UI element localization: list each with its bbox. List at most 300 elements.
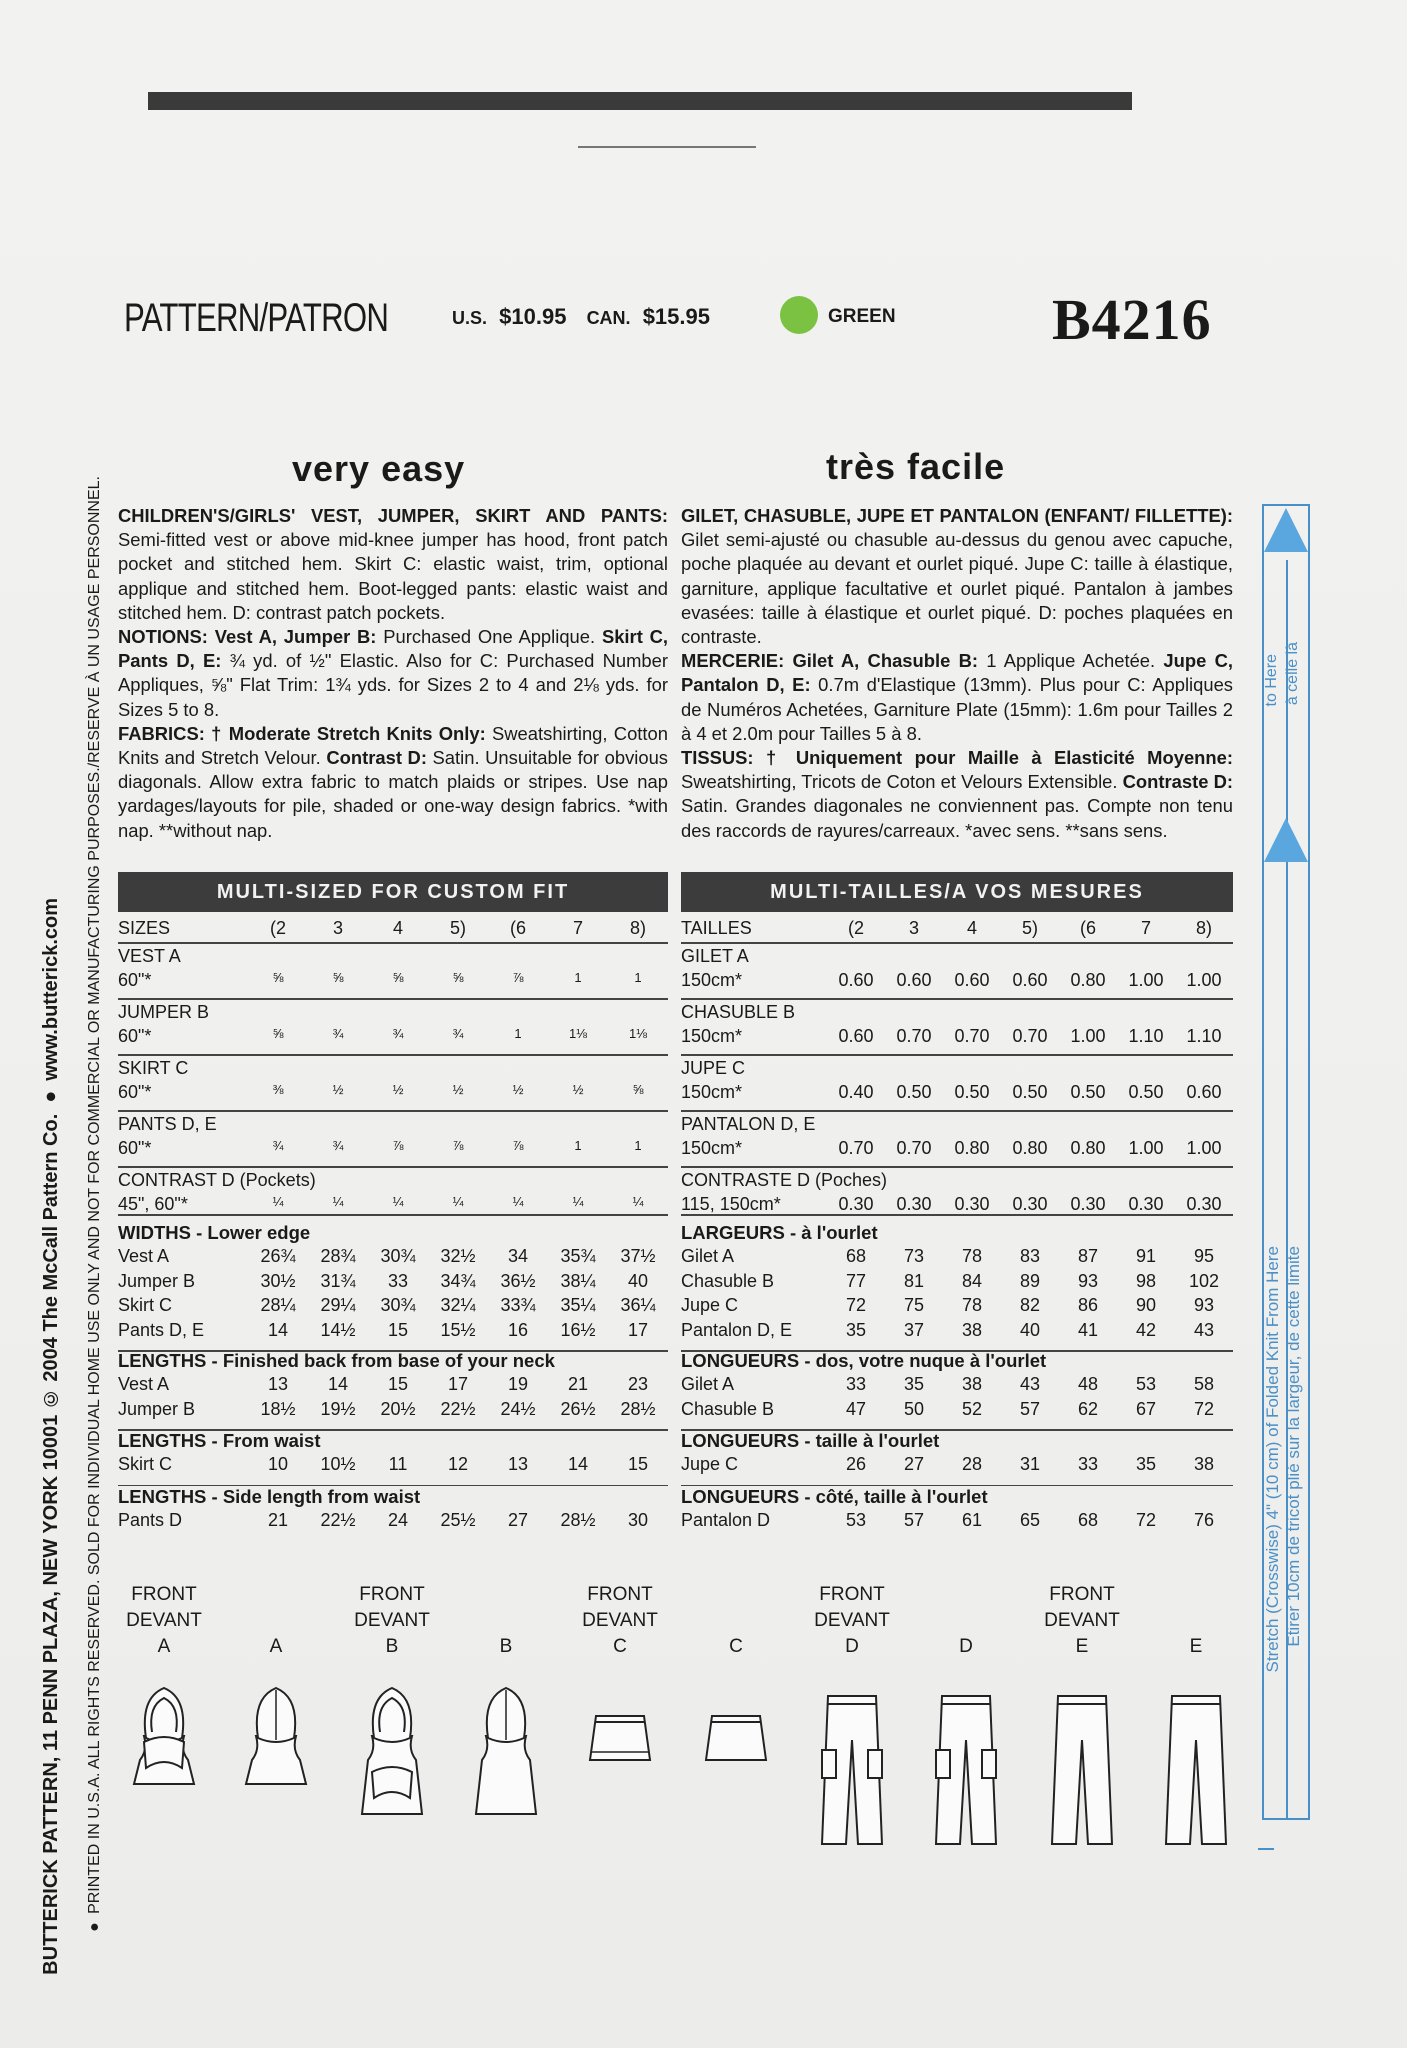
- notions-fr-2-title: Jupe C, Pantalon D, E:: [681, 650, 1233, 696]
- color-dot: [780, 296, 818, 334]
- row-value: 8): [629, 918, 646, 938]
- row-value: 10: [267, 1454, 289, 1474]
- row-label: Pantalon D, E: [681, 1319, 793, 1340]
- row-value: 16½: [560, 1319, 596, 1340]
- row-value: 0.50: [1128, 1082, 1164, 1102]
- row-value: (2: [847, 918, 864, 938]
- section-title: LONGUEURS - taille à l'ourlet: [681, 1430, 940, 1451]
- row-value: 48: [1077, 1374, 1099, 1394]
- fabrics-fr-2: Satin. Grandes diagonales ne conviennent pas. Compte non tenu des raccords de rayures/carreaux. *avec sens. **sans sens.: [681, 795, 1233, 841]
- ruler-tick: [1258, 1848, 1274, 1850]
- row-value: 1.00: [1186, 1138, 1222, 1158]
- row-value: 72: [845, 1295, 867, 1315]
- row-label: TAILLES: [681, 918, 752, 938]
- table-row: [681, 1510, 1233, 1531]
- section-title: LENGTHS - Side length from waist: [118, 1486, 421, 1507]
- front-text: FRONT: [819, 1584, 885, 1605]
- row-divider: [118, 1110, 668, 1112]
- row-value: 38: [961, 1374, 983, 1394]
- illustration-letter: B: [499, 1636, 513, 1657]
- row-value: 28½: [560, 1510, 596, 1530]
- row-value: 81: [903, 1270, 925, 1291]
- row-value: 83: [1019, 1246, 1041, 1266]
- row-value: 33¾: [500, 1295, 536, 1315]
- row-divider: [118, 998, 668, 1000]
- table-row: [681, 1246, 1233, 1267]
- rights-line: ● PRINTED IN U.S.A. ALL RIGHTS RESERVED. SOLD FOR INDIVIDUAL HOME USE ONLY AND NOT FOR COMMERCIAL OR MANUFACTURING PURPOSES./RESERVE À UN USAGE PERSONNEL.: [86, 476, 103, 1936]
- pants-front-illustration: [1032, 1690, 1132, 1855]
- row-value: 1.00: [1128, 970, 1164, 990]
- row-label: 60"*: [118, 970, 152, 990]
- front-text: FRONT: [131, 1584, 197, 1605]
- table-heading-fr: MULTI-TAILLES/A VOS MESURES: [681, 872, 1233, 912]
- row-value: 72: [1135, 1510, 1157, 1530]
- row-value: 24½: [500, 1398, 536, 1419]
- row-value: ⅞: [452, 1138, 464, 1153]
- row-divider: [681, 1110, 1233, 1112]
- notions-fr-2: 0.7m d'Elastique (13mm). Plus pour C: Appliques de Numéros Achetées, Garniture Plate (15mm): 1.6m pour Tailles 2 à 4 et 2.0m pour Tailles 5 à 8.: [681, 674, 1233, 744]
- row-value: 5): [1021, 918, 1038, 938]
- table-row: [118, 1026, 668, 1047]
- row-value: 87: [1077, 1246, 1099, 1266]
- row-value: ⅝: [272, 970, 284, 985]
- table-row: [681, 1374, 1233, 1395]
- row-value: 57: [1019, 1398, 1041, 1419]
- table-row: [681, 1194, 1233, 1215]
- row-value: 38¼: [560, 1270, 596, 1291]
- row-label: 150cm*: [681, 1138, 743, 1158]
- row-value: 14: [327, 1374, 349, 1394]
- row-value: 43: [1193, 1319, 1215, 1340]
- row-value: (2: [269, 918, 286, 938]
- desc-en-title: CHILDREN'S/GIRLS' VEST, JUMPER, SKIRT AND PANTS:: [118, 505, 668, 526]
- row-label: 115, 150cm*: [681, 1194, 781, 1214]
- row-value: 0.50: [1012, 1082, 1048, 1102]
- row-label: 150cm*: [681, 970, 743, 990]
- row-value: 93: [1193, 1295, 1215, 1315]
- price-can-label: CAN.: [586, 308, 631, 328]
- row-value: 0.60: [896, 970, 932, 990]
- row-value: 34¾: [440, 1270, 476, 1291]
- table-row: [118, 1454, 668, 1475]
- illustration-letter: B: [385, 1636, 399, 1657]
- table-row: [681, 1026, 1233, 1047]
- row-label: 60"*: [118, 1082, 152, 1102]
- illustration-letter: C: [729, 1636, 743, 1657]
- row-value: ½: [512, 1082, 524, 1097]
- table-row: [118, 1082, 668, 1103]
- row-value: 30½: [260, 1270, 296, 1291]
- row-value: ½: [452, 1082, 464, 1097]
- row-value: 26¾: [260, 1246, 296, 1266]
- row-value: 0.60: [1186, 1082, 1222, 1102]
- row-divider: [681, 998, 1233, 1000]
- row-value: 15½: [440, 1319, 476, 1340]
- row-value: 7: [1140, 918, 1151, 938]
- row-value: 26: [845, 1454, 867, 1474]
- row-value: ⅝: [392, 970, 404, 985]
- row-divider: [118, 1166, 668, 1168]
- row-value: 23: [627, 1374, 649, 1394]
- row-value: 0.50: [896, 1082, 932, 1102]
- row-value: 82: [1019, 1295, 1041, 1315]
- row-value: 31: [1019, 1454, 1041, 1474]
- row-value: 28: [961, 1454, 983, 1474]
- pants-back-illustration: [1146, 1690, 1246, 1855]
- row-value: 68: [1077, 1510, 1099, 1530]
- fabric-name: GILET A: [681, 946, 749, 966]
- row-value: 0.80: [1070, 970, 1106, 990]
- row-value: 30: [627, 1510, 649, 1530]
- row-value: 3: [332, 918, 343, 938]
- row-label: Vest A: [118, 1374, 170, 1394]
- row-value: 8): [1195, 918, 1212, 938]
- row-label: Chasuble B: [681, 1398, 775, 1419]
- row-label: Chasuble B: [681, 1270, 775, 1291]
- row-label: Pantalon D: [681, 1510, 771, 1530]
- row-value: ⅝: [452, 970, 464, 985]
- pants-pocket-back-illustration: [916, 1690, 1016, 1855]
- row-value: 22½: [440, 1398, 476, 1419]
- table-row: [118, 1138, 668, 1159]
- row-value: 4: [966, 918, 977, 938]
- devant-text: DEVANT: [814, 1610, 890, 1631]
- row-divider: [118, 1214, 668, 1216]
- row-label: 60"*: [118, 1138, 152, 1158]
- row-value: 11: [388, 1454, 408, 1474]
- row-value: 17: [627, 1319, 649, 1340]
- row-value: ½: [332, 1082, 344, 1097]
- desc-en-body: Semi-fitted vest or above mid-knee jumper has hood, front patch pocket and stitched hem. Skirt C: elastic waist, trim, optional applique and stitched hem. Boot-legged pants: elastic waist and stitched hem. D: contrast patch pockets.: [118, 529, 668, 623]
- section-title: LONGUEURS - côté, taille à l'ourlet: [681, 1486, 988, 1507]
- row-divider: [681, 1054, 1233, 1056]
- row-value: 0.60: [954, 970, 990, 990]
- row-value: 34: [507, 1246, 529, 1266]
- row-value: 1: [574, 970, 582, 985]
- row-value: ⅞: [392, 1138, 404, 1153]
- row-value: 0.50: [1070, 1082, 1106, 1102]
- row-value: 40: [627, 1270, 649, 1291]
- row-label: Jupe C: [681, 1454, 739, 1474]
- table-row: [118, 1374, 668, 1395]
- row-value: ⅜: [272, 1082, 284, 1097]
- row-value: 22½: [320, 1510, 356, 1530]
- price-us: $10.95: [499, 304, 567, 329]
- row-value: 57: [903, 1510, 925, 1530]
- row-value: 0.70: [954, 1026, 990, 1046]
- table-row: [681, 1138, 1233, 1159]
- fabrics-fr-1: Sweatshirting, Tricots de Coton et Velours Extensible.: [681, 771, 1118, 793]
- row-label: Pants D, E: [118, 1319, 205, 1340]
- row-value: 1.10: [1186, 1026, 1222, 1046]
- row-value: ¼: [632, 1194, 644, 1209]
- row-value: ¼: [452, 1194, 464, 1209]
- fabric-name: VEST A: [118, 946, 181, 966]
- row-value: 0.80: [954, 1138, 990, 1158]
- fabric-name: PANTS D, E: [118, 1114, 217, 1134]
- row-divider: [681, 1166, 1233, 1168]
- row-value: ¾: [332, 1138, 344, 1153]
- row-value: 35¾: [560, 1246, 596, 1266]
- front-text: FRONT: [359, 1584, 425, 1605]
- row-value: 89: [1019, 1270, 1041, 1291]
- row-value: 0.40: [838, 1082, 874, 1102]
- row-value: 52: [961, 1398, 983, 1419]
- row-value: 0.30: [1186, 1194, 1222, 1214]
- row-value: 0.30: [838, 1194, 874, 1214]
- front-text: FRONT: [587, 1584, 653, 1605]
- difficulty-title-en: very easy: [292, 448, 466, 489]
- notions-en-1: Purchased One Applique.: [376, 626, 596, 648]
- row-value: ¾: [272, 1138, 284, 1153]
- strip-edge: [148, 110, 1132, 116]
- row-value: 53: [845, 1510, 867, 1530]
- fabric-name: SKIRT C: [118, 1058, 189, 1078]
- row-value: 0.70: [896, 1026, 932, 1046]
- row-value: 15: [387, 1374, 409, 1394]
- illustration-letter: D: [959, 1636, 973, 1657]
- vest-back-illustration: [226, 1674, 326, 1793]
- row-label: Jumper B: [118, 1398, 196, 1419]
- row-value: 30¾: [380, 1295, 416, 1315]
- row-label: 60"*: [118, 1026, 152, 1046]
- arrow-up-icon: [1264, 508, 1308, 552]
- illustration-front-label: [342, 1582, 442, 1634]
- row-value: 0.70: [1012, 1026, 1048, 1046]
- row-value: 35¼: [560, 1295, 596, 1315]
- row-value: 28¾: [320, 1246, 356, 1266]
- table-row: [118, 970, 668, 991]
- pants-pocket-front-illustration: [802, 1690, 902, 1855]
- illustration-front-label: [114, 1582, 214, 1634]
- fabrics-en-2: Satin. Unsuitable for obvious diagonals. Allow extra fabric to match plaids or stripes. Use nap yardages/layouts for pile, shaded or one-way design fabrics. *with nap. **without nap.: [118, 747, 668, 841]
- row-value: 19½: [320, 1398, 356, 1419]
- illustration-letter: E: [1075, 1636, 1089, 1657]
- row-divider: [118, 1054, 668, 1056]
- row-label: Skirt C: [118, 1454, 172, 1474]
- table-row: [681, 1320, 1233, 1341]
- row-value: 33: [1077, 1454, 1099, 1474]
- fabrics-en-1: Sweatshirting, Cotton Knits and Stretch Velour.: [118, 722, 668, 769]
- row-value: 98: [1135, 1270, 1157, 1291]
- row-value: 1: [514, 1026, 522, 1041]
- row-value: 36¼: [620, 1295, 656, 1315]
- row-value: 0.30: [1070, 1194, 1106, 1214]
- row-value: 62: [1077, 1398, 1099, 1419]
- row-value: ⅞: [512, 1138, 524, 1153]
- row-value: 1.10: [1128, 1026, 1164, 1046]
- row-label: Gilet A: [681, 1246, 735, 1266]
- row-value: 1⅛: [568, 1026, 588, 1041]
- table-row: [118, 1320, 668, 1341]
- front-text: FRONT: [1049, 1584, 1115, 1605]
- row-value: 35: [1135, 1454, 1157, 1474]
- row-value: ¾: [392, 1026, 404, 1041]
- ruler-here-en: to Here: [1263, 654, 1280, 707]
- row-value: 0.30: [954, 1194, 990, 1214]
- skirt-back-illustration: [686, 1708, 786, 1773]
- row-value: 21: [567, 1374, 589, 1394]
- row-label: 150cm*: [681, 1082, 743, 1102]
- row-value: 10½: [320, 1454, 356, 1474]
- section-title: WIDTHS - Lower edge: [118, 1222, 311, 1243]
- center-mark: [578, 146, 756, 148]
- row-value: ⅞: [512, 970, 524, 985]
- section-title: LENGTHS - From waist: [118, 1430, 321, 1451]
- devant-text: DEVANT: [354, 1610, 430, 1631]
- row-value: ½: [392, 1082, 404, 1097]
- row-value: 53: [1135, 1374, 1157, 1394]
- table-row: [118, 1295, 668, 1316]
- devant-text: DEVANT: [126, 1610, 202, 1631]
- row-value: ¼: [272, 1194, 284, 1209]
- price-us-label: U.S.: [452, 308, 488, 328]
- ruler-stretch-en: Stretch (Crosswise) 4" (10 cm) of Folded Knit From Here: [1263, 1246, 1282, 1673]
- row-value: 15: [627, 1454, 649, 1474]
- section-title: LARGEURS - à l'ourlet: [681, 1222, 878, 1243]
- row-value: 37½: [620, 1246, 656, 1266]
- jumper-front-illustration: [342, 1674, 442, 1823]
- row-label: Jumper B: [118, 1270, 196, 1291]
- row-value: 58: [1193, 1374, 1215, 1394]
- pattern-label: PATTERN/PATRON: [124, 296, 389, 340]
- row-value: 20½: [380, 1398, 416, 1419]
- row-value: ⅝: [632, 1082, 644, 1097]
- row-value: 1⅛: [628, 1026, 648, 1041]
- row-value: 35: [845, 1319, 867, 1340]
- row-value: ¼: [512, 1194, 524, 1209]
- row-value: 7: [572, 918, 583, 938]
- row-value: 15: [387, 1319, 409, 1340]
- row-value: 27: [507, 1510, 529, 1530]
- price: [452, 304, 710, 330]
- row-value: 19: [507, 1374, 529, 1394]
- row-value: 73: [903, 1246, 925, 1266]
- notions-en-title: NOTIONS: Vest A, Jumper B:: [118, 626, 377, 648]
- row-value: 14½: [320, 1319, 356, 1340]
- fabric-name: CONTRAST D (Pockets): [118, 1170, 316, 1190]
- jumper-back-illustration: [456, 1674, 556, 1823]
- table-row: [681, 970, 1233, 991]
- illustration-letter: A: [269, 1636, 283, 1657]
- row-value: (6: [509, 918, 526, 938]
- row-divider: [681, 942, 1233, 944]
- row-value: 29¼: [320, 1295, 356, 1315]
- skirt-front-illustration: [570, 1708, 670, 1773]
- fabric-name: JUPE C: [681, 1058, 746, 1078]
- row-value: 28½: [620, 1398, 656, 1419]
- difficulty-title-fr: très facile: [826, 446, 1006, 487]
- arrow-up-icon: [1264, 818, 1308, 862]
- row-value: 13: [507, 1454, 529, 1474]
- row-value: 41: [1077, 1319, 1099, 1340]
- row-value: 77: [845, 1270, 867, 1291]
- row-value: 26½: [560, 1398, 596, 1419]
- row-value: 0.30: [1012, 1194, 1048, 1214]
- row-value: 86: [1077, 1295, 1099, 1315]
- row-value: ⅝: [272, 1026, 284, 1041]
- row-label: Jupe C: [681, 1295, 739, 1315]
- row-value: 47: [845, 1398, 867, 1419]
- section-title: LONGUEURS - dos, votre nuque à l'ourlet: [681, 1350, 1047, 1371]
- row-value: ¼: [332, 1194, 344, 1209]
- devant-text: DEVANT: [582, 1610, 658, 1631]
- table-row: [118, 1271, 668, 1292]
- row-value: 0.70: [838, 1138, 874, 1158]
- price-can: $15.95: [642, 304, 710, 329]
- row-value: (6: [1079, 918, 1096, 938]
- description-fr: [681, 504, 1233, 843]
- row-value: ¼: [392, 1194, 404, 1209]
- row-value: 67: [1135, 1398, 1157, 1419]
- row-value: 16: [507, 1319, 529, 1340]
- fabric-name: PANTALON D, E: [681, 1114, 816, 1134]
- size-strip: [148, 92, 1132, 114]
- row-value: 38: [961, 1319, 983, 1340]
- row-value: 95: [1193, 1246, 1215, 1266]
- row-value: ¾: [452, 1026, 464, 1041]
- row-value: 28¼: [260, 1295, 296, 1315]
- row-value: ½: [572, 1082, 584, 1097]
- row-value: 33: [845, 1374, 867, 1394]
- row-value: 78: [961, 1295, 983, 1315]
- row-value: 91: [1135, 1246, 1157, 1266]
- table-row: [118, 918, 668, 939]
- table-row: [118, 1246, 668, 1267]
- row-value: 84: [961, 1270, 983, 1291]
- vest-front-illustration: [114, 1674, 214, 1793]
- row-value: 21: [267, 1510, 289, 1530]
- row-value: 75: [903, 1295, 925, 1315]
- row-label: Vest A: [118, 1246, 170, 1266]
- row-value: 43: [1019, 1374, 1041, 1394]
- row-value: 0.80: [1012, 1138, 1048, 1158]
- row-label: Gilet A: [681, 1374, 735, 1394]
- row-value: 1.00: [1128, 1138, 1164, 1158]
- row-value: 102: [1188, 1270, 1220, 1291]
- row-value: 1.00: [1186, 970, 1222, 990]
- fabric-name: CHASUBLE B: [681, 1002, 796, 1022]
- row-value: 78: [961, 1246, 983, 1266]
- row-value: ¾: [332, 1026, 344, 1041]
- row-value: 38: [1193, 1454, 1215, 1474]
- fabrics-fr-2-title: Contraste D:: [1122, 771, 1233, 793]
- table-row: [118, 1194, 668, 1215]
- illustration-front-label: [802, 1582, 902, 1634]
- table-row: [681, 1295, 1233, 1316]
- row-label: 45", 60"*: [118, 1194, 188, 1214]
- fabrics-fr-title: TISSUS: † Uniquement pour Maille à Elasticité Moyenne:: [681, 747, 1233, 769]
- pattern-number: B4216: [1052, 287, 1212, 352]
- table-row: [681, 918, 1233, 939]
- row-value: 14: [567, 1454, 589, 1474]
- row-value: 0.30: [896, 1194, 932, 1214]
- row-value: 12: [447, 1454, 469, 1474]
- publisher-line: BUTTERICK PATTERN, 11 PENN PLAZA, NEW YORK 10001 © 2004 The McCall Pattern Co. ● www.butterick.com: [40, 898, 62, 1975]
- row-label: Skirt C: [118, 1295, 172, 1315]
- row-value: ¼: [572, 1194, 584, 1209]
- row-value: 68: [845, 1246, 867, 1266]
- row-value: 24: [387, 1510, 409, 1530]
- row-value: 30¾: [380, 1246, 416, 1266]
- devant-text: DEVANT: [1044, 1610, 1120, 1631]
- row-value: 14: [267, 1319, 289, 1340]
- row-value: 0.50: [954, 1082, 990, 1102]
- row-value: 4: [392, 918, 403, 938]
- row-value: 76: [1193, 1510, 1215, 1530]
- notions-en-2: ¾ yd. of ½" Elastic. Also for C: Purchased Number Appliques, ⅝" Flat Trim: 1¾ yds. for Sizes 2 to 4 and 2⅛ yds. for Sizes 5 to 8.: [118, 650, 668, 720]
- row-value: 65: [1019, 1510, 1041, 1530]
